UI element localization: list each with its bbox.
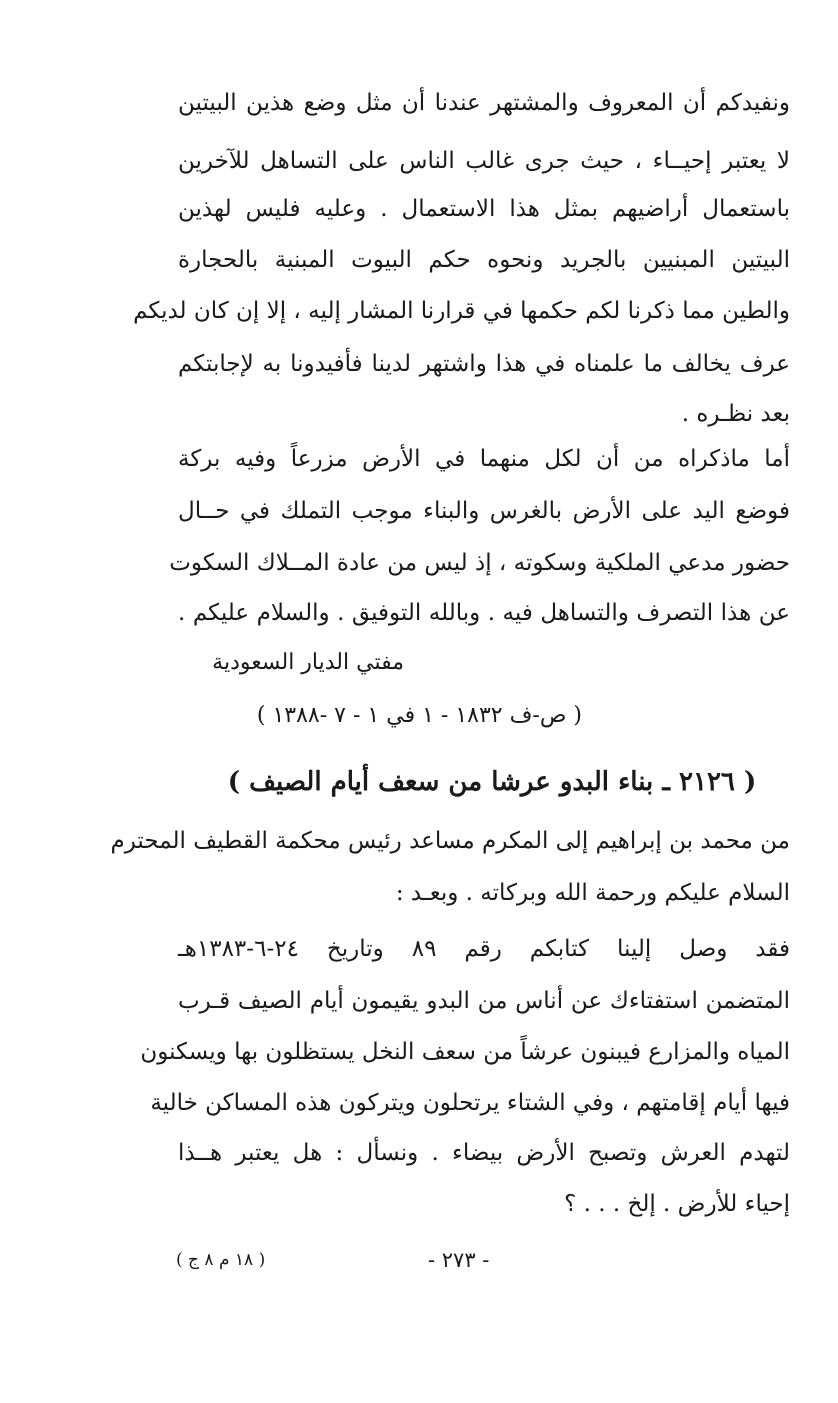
text-line: المياه والمزارع فيبنون عرشاً من سعف النخل يستظلون بها ويسكنون bbox=[140, 1039, 790, 1065]
text-line: باستعمال أراضيهم بمثل هذا الاستعمال . وعليه فليس لهذين bbox=[178, 196, 790, 222]
text-line: المتضمن استفتاءك عن أناس من البدو يقيمون أيام الصيف قـرب bbox=[178, 988, 790, 1014]
text-line: لا يعتبر إحيــاء ، حيث جرى غالب الناس على التساهل للآخرين bbox=[178, 148, 790, 174]
text-line: لتهدم العرش وتصبح الأرض بيضاء . ونسأل : هل يعتبر هــذا bbox=[178, 1140, 790, 1166]
text-line: حضور مدعي الملكية وسكوته ، إذ ليس من عادة المــلاك السكوت bbox=[169, 550, 790, 576]
section-heading: ( ٢١٢٦ ـ بناء البدو عرشا من سعف أيام الصيف ) bbox=[227, 767, 757, 797]
footer-code: ( ١٨ م ٨ ج ) bbox=[176, 1250, 266, 1270]
signature: مفتي الديار السعودية bbox=[212, 650, 404, 675]
text-line: بعد نظـره . bbox=[681, 401, 790, 427]
text-line: إحياء للأرض . إلخ . . . ؟ bbox=[564, 1191, 790, 1217]
page-number: - ٢٧٣ - bbox=[428, 1248, 490, 1272]
letter-from: من محمد بن إبراهيم إلى المكرم مساعد رئيس محكمة القطيف المحترم bbox=[110, 828, 790, 854]
text-line: عن هذا التصرف والتساهل فيه . وبالله التوفيق . والسلام عليكم . bbox=[178, 600, 790, 626]
reference-number: ( ص-ف ١٨٣٢ - ١ في ١ - ٧ -١٣٨٨ ) bbox=[256, 703, 582, 728]
text-line: أما ماذكراه من أن لكل منهما في الأرض مزرعاً وفيه بركة bbox=[178, 446, 790, 472]
text-line: ونفيدكم أن المعروف والمشتهر عندنا أن مثل وضع هذين البيتين bbox=[178, 90, 790, 116]
text-line: والطين مما ذكرنا لكم حكمها في قرارنا المشار إليه ، إلا إن كان لديكم bbox=[133, 298, 790, 324]
text-line: البيتين المبنيين بالجريد ونحوه حكم البيوت المبنية بالحجارة bbox=[178, 247, 790, 273]
text-line: فوضع اليد على الأرض بالغرس والبناء موجب التملك في حــال bbox=[178, 498, 790, 524]
greeting: السلام عليكم ورحمة الله وبركاته . وبعـد : bbox=[395, 880, 790, 906]
text-line: عرف يخالف ما علمناه في هذا واشتهر لدينا فأفيدونا به لإجابتكم bbox=[178, 351, 790, 377]
text-line: فيها أيام إقامتهم ، وفي الشتاء يرتحلون ويتركون هذه المساكن خالية bbox=[150, 1090, 790, 1116]
text-line: فقد وصل إلينا كتابكم رقم ٨٩ وتاريخ ٢٤-٦-١٣٨٣هـ bbox=[178, 936, 790, 962]
